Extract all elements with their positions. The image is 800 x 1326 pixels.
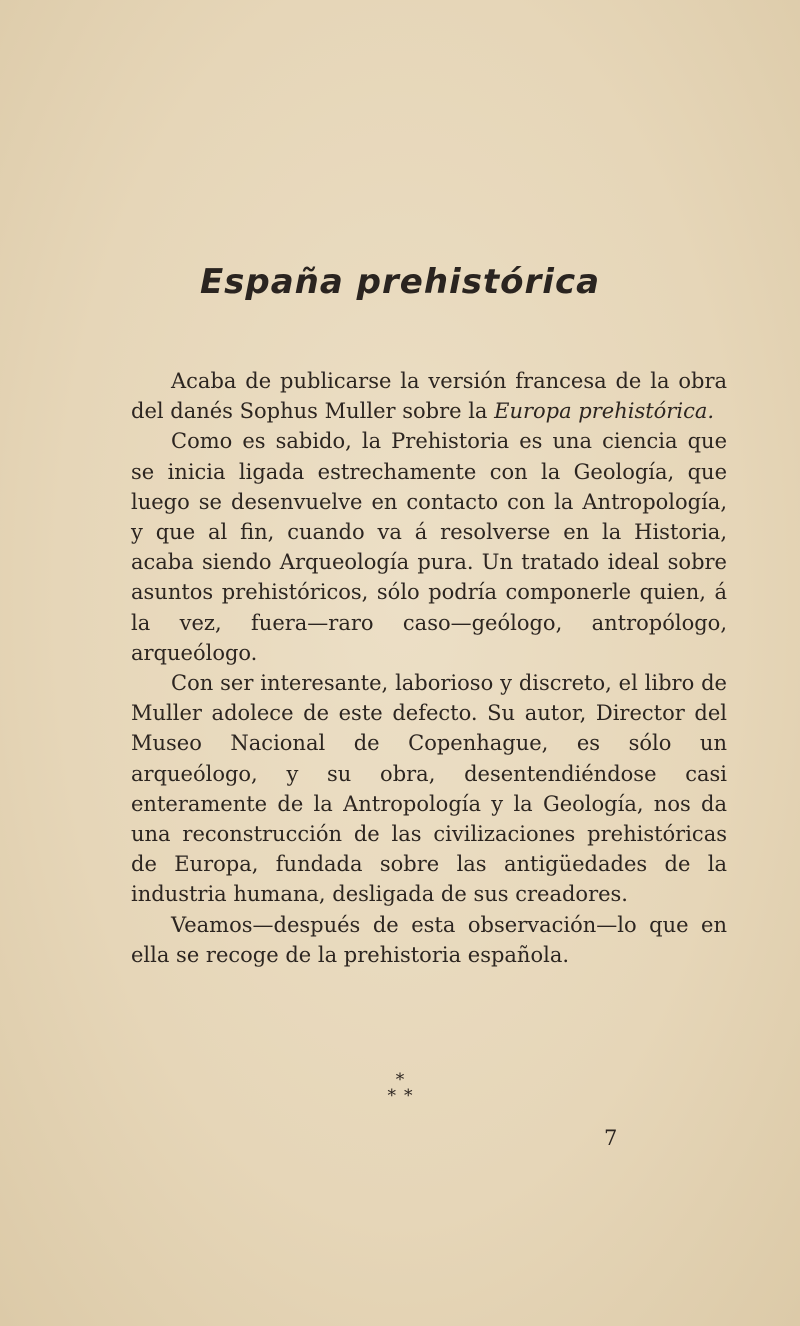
paragraph-4 [131, 910, 727, 970]
paragraph-3 [131, 668, 727, 910]
asterism-divider [0, 1072, 800, 1104]
paragraph-2-text: Como es sabido, la Prehistoria es una ciencia que se inicia ligada estrechamente con la Geología, que luego se desenvuelve en contacto con la Antropología, y que al fin, cuando va á resolverse en la Historia, acaba siendo Arqueología pura. Un tratado ideal sobre asuntos prehistóricos, sólo podría componerle quien, á la vez, fuera—raro caso—geólogo, antropólogo, arqueólogo. [131, 429, 727, 665]
asterism-top: * [395, 1070, 405, 1090]
paragraph-2 [131, 426, 727, 668]
page-number: 7 [604, 1126, 618, 1150]
paragraph-3-text: Con ser interesante, laborioso y discreto, el libro de Muller adolece de este defecto. Su autor, Director del Museo Nacional de Copenhague, es sólo un arqueólogo, y su obra, desentendiéndose casi enteramente de la Antropología y la Geología, nos da una reconstrucción de las civilizaciones prehistóricas de Europa, fundada sobre las antigüedades de la industria humana, desligada de sus creadores. [131, 671, 727, 907]
paragraph-1-text: Acaba de publicarse la versión francesa de la obra del danés Sophus Muller sobre la [131, 369, 727, 424]
paragraph-1-emphasis: Europa prehistórica. [494, 399, 715, 424]
chapter-title: España prehistórica [199, 262, 601, 302]
body-text [131, 366, 727, 970]
paragraph-4-text: Veamos—después de esta observación—lo que en ella se recoge de la prehistoria española. [131, 912, 727, 967]
paragraph-1 [131, 366, 727, 426]
asterism-bottom: ** [387, 1086, 421, 1106]
